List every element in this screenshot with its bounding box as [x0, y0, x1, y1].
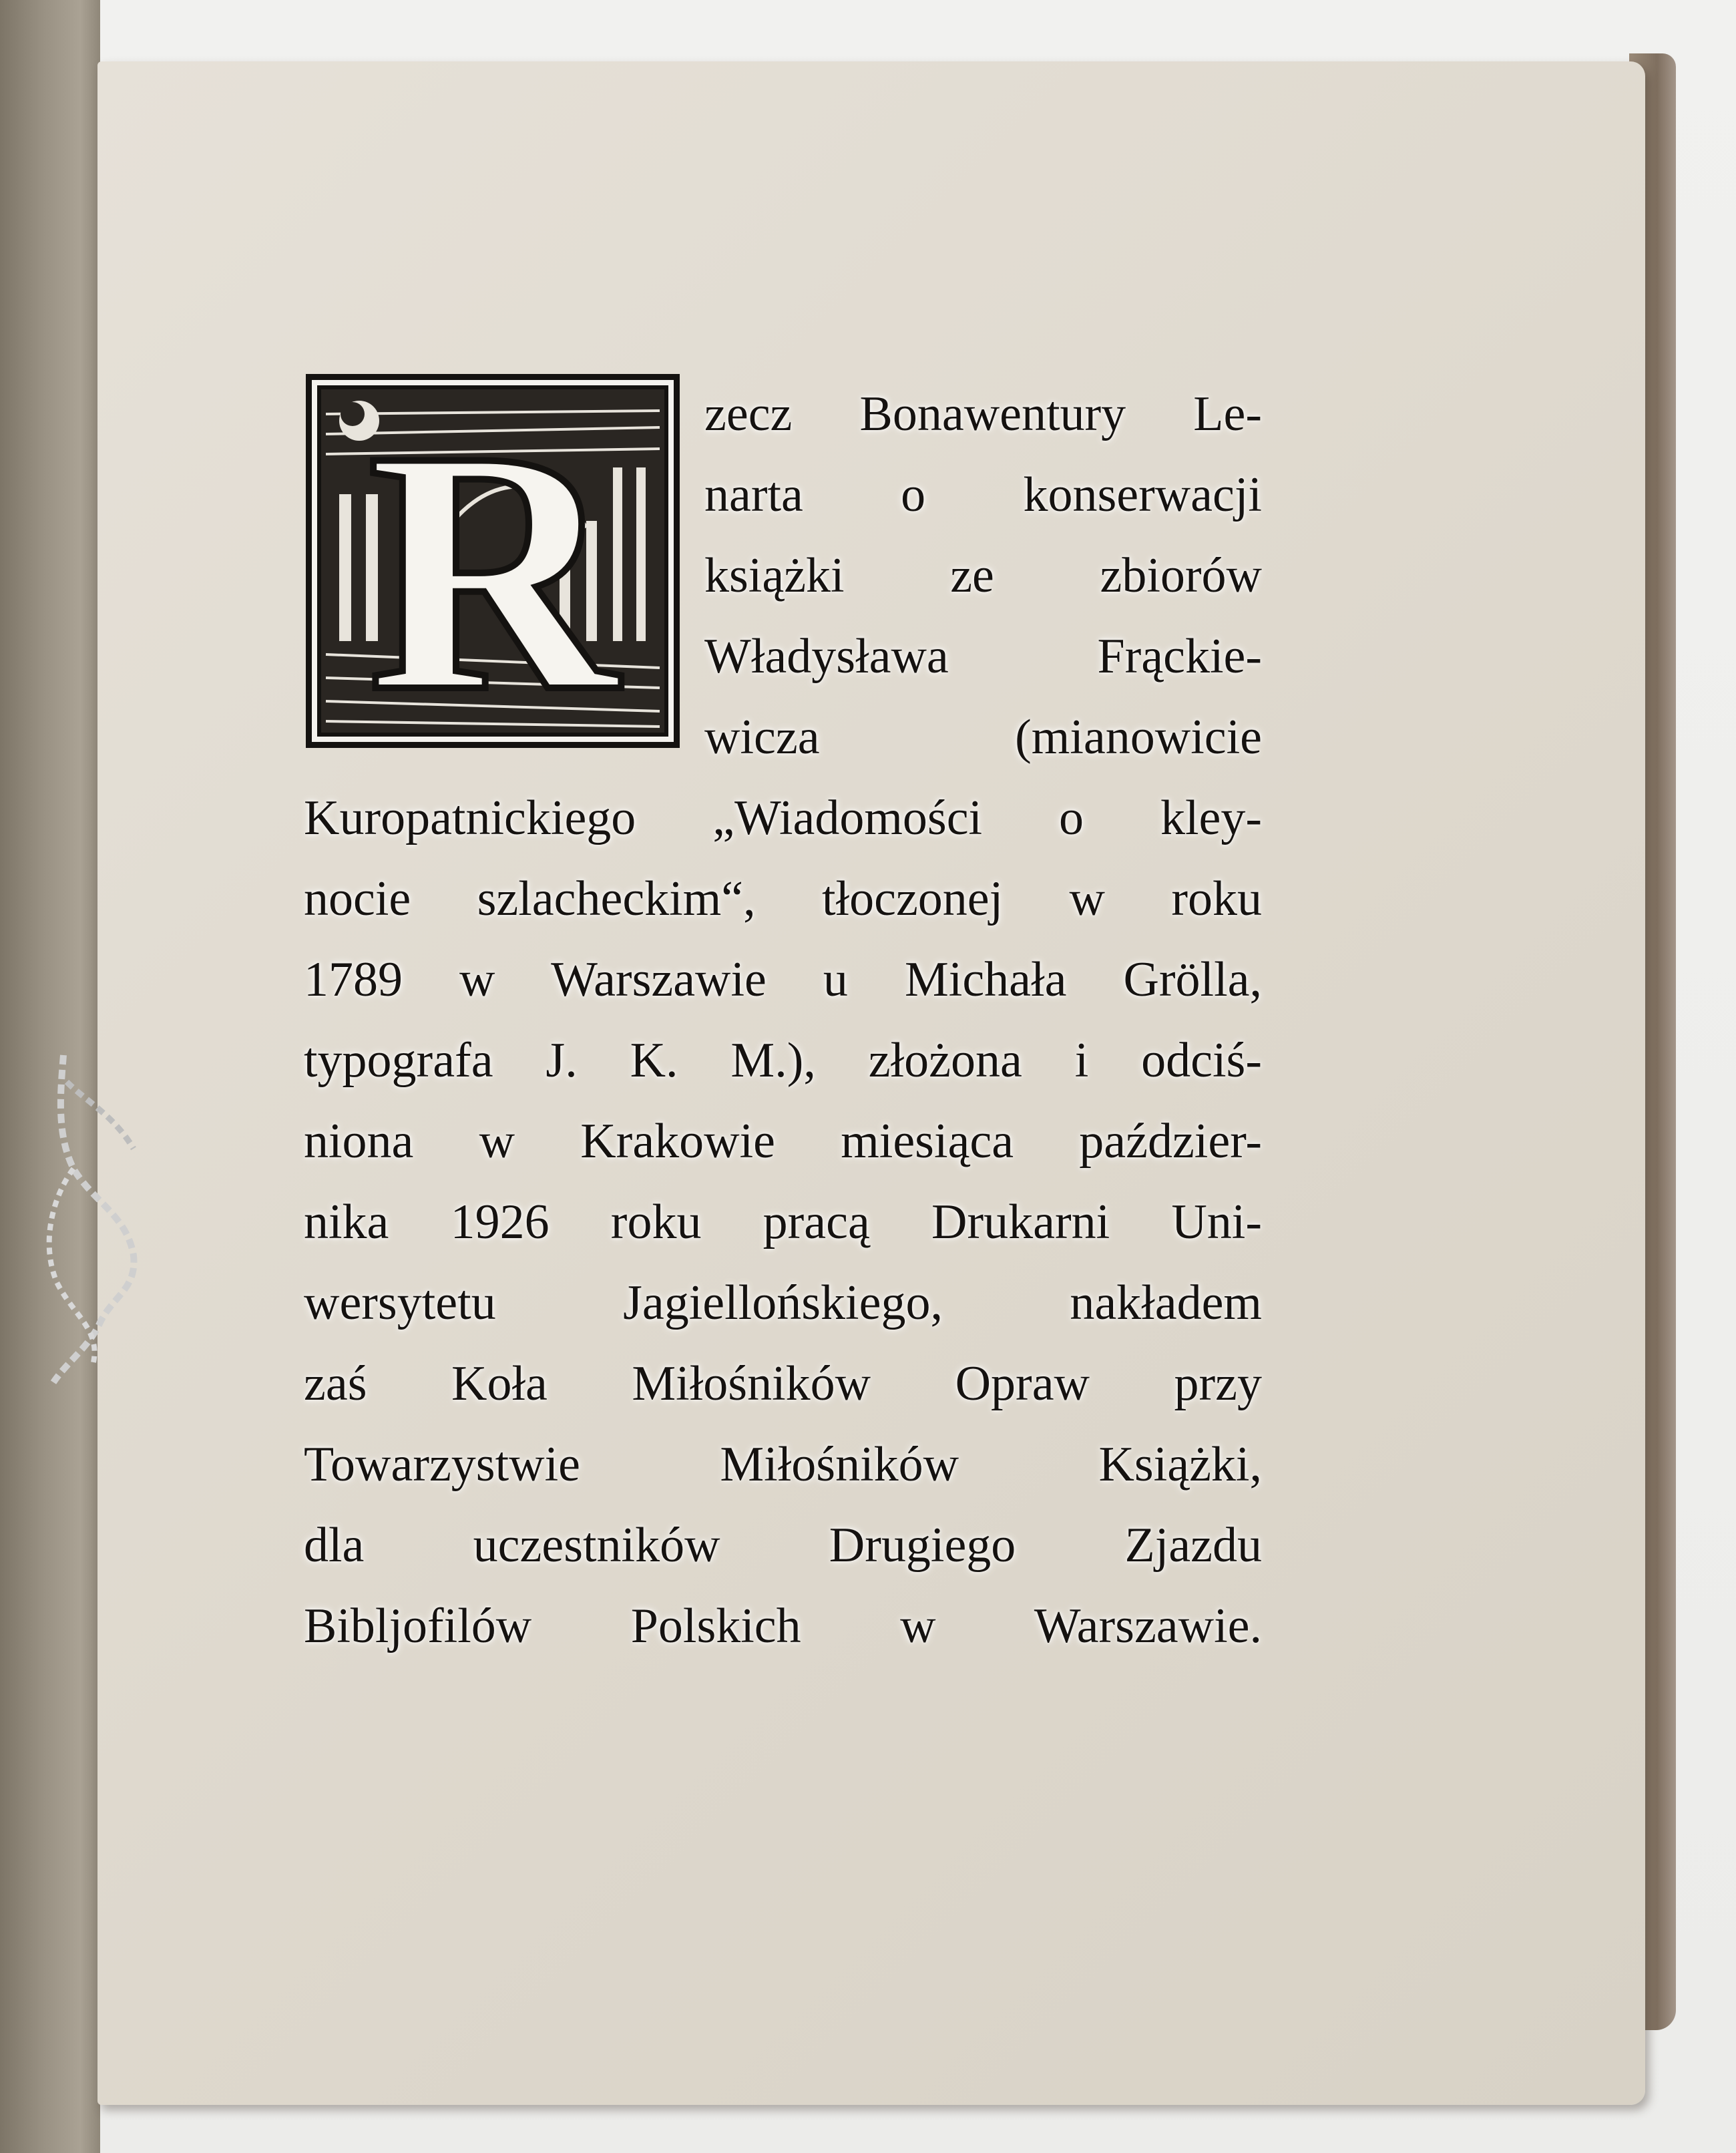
text-line: wicza (mianowicie	[704, 710, 1262, 765]
text-line: nocie szlacheckim“, tłoczonej w roku	[304, 871, 1262, 926]
text-line: Towarzystwie Miłośników Książki,	[304, 1437, 1262, 1492]
text-line: typografa J. K. M.), złożona i odciś-	[304, 1033, 1262, 1088]
text-line: 1789 w Warszawie u Michała Grölla,	[304, 952, 1262, 1007]
drop-cap-letter: R	[367, 379, 618, 748]
text-line: wersytetu Jagiellońskiego, nakładem	[304, 1276, 1262, 1330]
text-line: Bibljofilów Polskich w Warszawie.	[304, 1599, 1262, 1653]
text-line: Władysława Frąckie-	[704, 629, 1262, 684]
text-line: zecz Bonawentury Le-	[704, 387, 1262, 441]
text-line: zaś Koła Miłośników Opraw przy	[304, 1356, 1262, 1411]
text-line: narta o konserwacji	[704, 467, 1262, 522]
binding-string-icon	[0, 1042, 147, 1389]
text-line: książki ze zbiorów	[704, 548, 1262, 603]
text-line: dla uczestników Drugiego Zjazdu	[304, 1518, 1262, 1573]
text-line: niona w Krakowie miesiąca paździer-	[304, 1114, 1262, 1169]
text-line: Kuropatnickiego „Wiadomości o kley-	[304, 791, 1262, 845]
colophon-text	[304, 374, 1262, 1667]
text-line: nika 1926 roku pracą Drukarni Uni-	[304, 1195, 1262, 1249]
